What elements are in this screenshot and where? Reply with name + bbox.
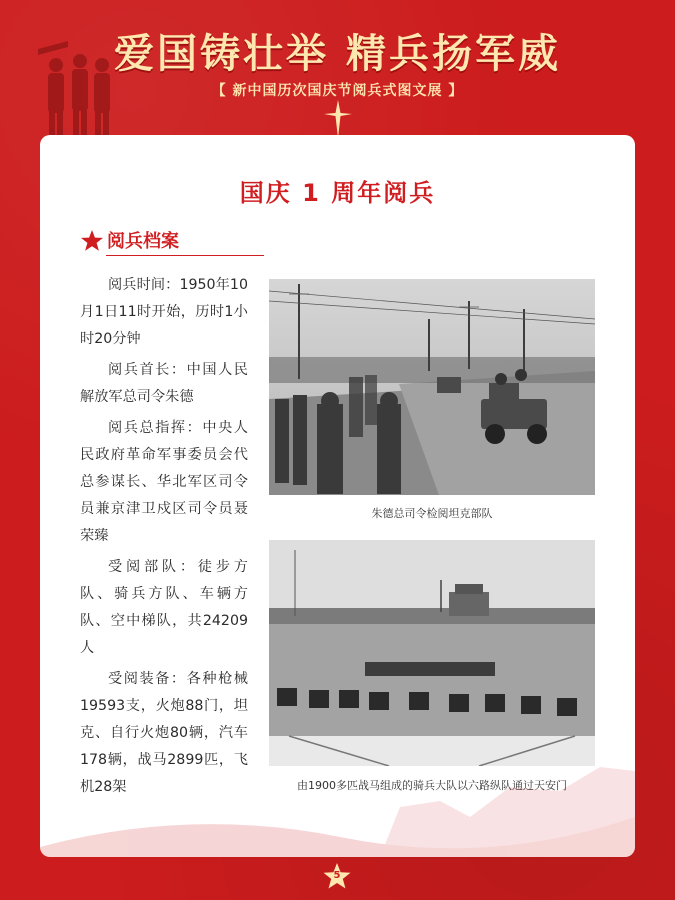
page-title: 爱国铸壮举 精兵扬军威: [114, 30, 561, 77]
photo-caption: 朱德总司令检阅坦克部队: [371, 507, 493, 520]
info-chief-director: 阅兵总指挥：中央人民政府革命军事委员会代总参谋长、华北军区司令员兼京津卫戍区司令员聂荣臻: [80, 420, 248, 544]
photo-caption: 由1900多匹战马组成的骑兵大队以六路纵队通过天安门: [297, 779, 567, 792]
info-commander: 阅兵首长：中国人民解放军总司令朱德: [80, 362, 248, 405]
section-underline: [106, 255, 264, 256]
section-label: 阅兵档案: [107, 231, 179, 252]
review-jeep-photo: [269, 279, 595, 495]
red-star-icon: [80, 229, 104, 253]
section-header: [80, 227, 270, 257]
card-title: 国庆 1 周年阅兵: [239, 179, 436, 207]
star-ornament-icon: [322, 98, 354, 140]
info-equipment: 受阅装备：各种枪械19593支，火炮88门，坦克、自行火炮80辆，汽车178辆，战马2899匹，飞机28架: [80, 671, 248, 795]
review-info-list: [80, 272, 248, 805]
page-subtitle: 【 新中国历次国庆节阅兵式图文展 】: [211, 83, 464, 99]
tiananmen-cavalry-photo: [269, 540, 595, 766]
great-wall-deco-icon: [40, 747, 635, 857]
page-number: 5: [333, 870, 341, 881]
content-card: [40, 135, 635, 857]
info-time: 阅兵时间：1950年10月1日11时开始，历时1小时20分钟: [80, 277, 248, 347]
info-troops: 受阅部队：徒步方队、骑兵方队、车辆方队、空中梯队，共24209人: [80, 559, 248, 656]
